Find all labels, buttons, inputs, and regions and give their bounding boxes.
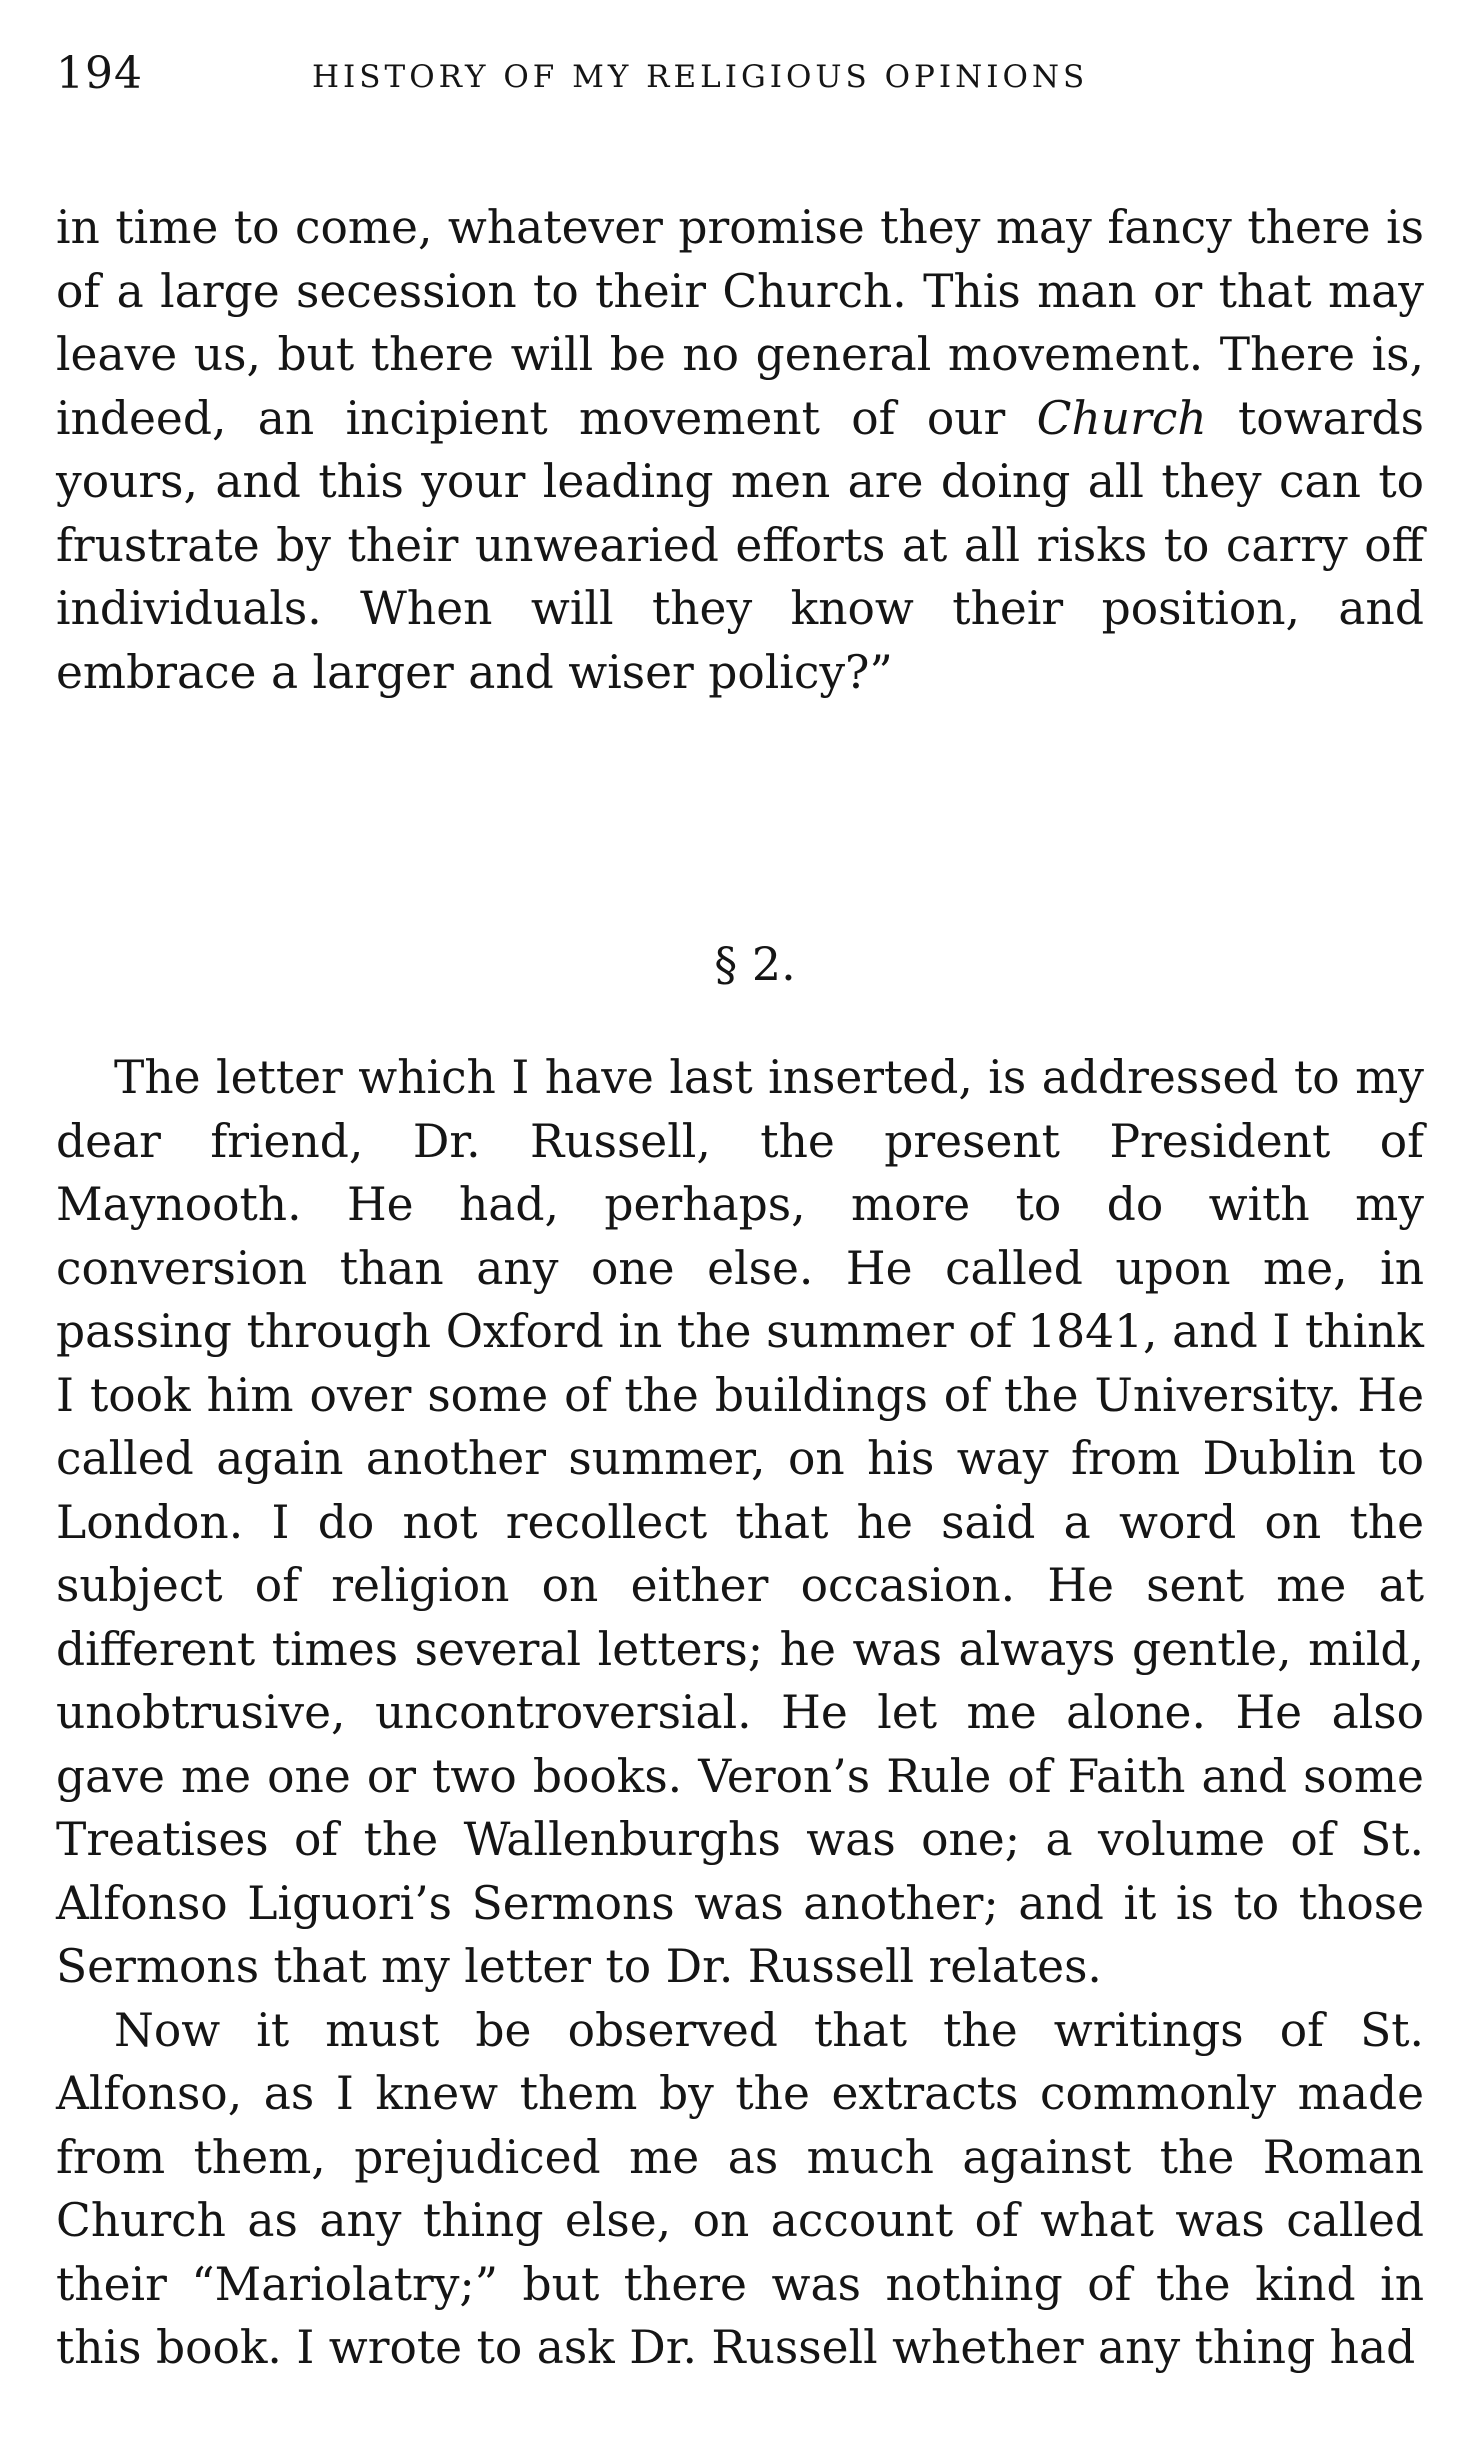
emphasized-word: Church [1036, 391, 1207, 445]
paragraph-2: The letter which I have last inserted, is addressed to my dear friend, Dr. Russell, the present President of Maynooth. He had, perhaps, more to do with my conversion than any one else. He called upon me, in passing through Oxford in the summer of 1841, and I think I took him over some of the buildings of the University. He called again another summer, on his way from Dublin to London. I do not recollect that he said a word on the subject of religion on either occasion. He sent me at different times several letters; he was always gentle, mild, unobtrusive, uncontroversial. He let me alone. He also gave me one or two books. Veron’s Rule of Faith and some Treatises of the Wallenburghs was one; a volume of St. Alfonso Liguori’s Sermons was another; and it is to those Sermons that my letter to Dr. Russell relates. [56, 1051, 1424, 1993]
paragraph-1-text-end: towards yours, and this your leading men are doing all they can to frustrate by their unwearied efforts at all risks to carry off individuals. When will they know their position, and embrace a larger and wiser policy?” [56, 391, 1424, 699]
section-heading: § 2. [714, 937, 796, 991]
paragraph-1-text-start: in time to come, whatever promise they may fancy there is of a large secession to their Church. This man or that may leave us, but there will be no general movement. There is, indeed, an incipient movement of our [56, 201, 1424, 445]
book-page [56, 44, 1424, 2380]
page-number: 194 [56, 48, 143, 99]
running-header [56, 44, 1424, 114]
paragraph-3: Now it must be observed that the writings of St. Alfonso, as I knew them by the extracts commonly made from them, prejudiced me as much against the Roman Church as any thing else, on account of what was called their “Mariolatry;” but there was nothing of the kind in this book. I wrote to ask Dr. Russell whether any thing had [56, 2003, 1424, 2374]
paragraph-continued [56, 196, 1424, 704]
running-title: HISTORY OF MY RELIGIOUS OPINIONS [312, 59, 1089, 95]
